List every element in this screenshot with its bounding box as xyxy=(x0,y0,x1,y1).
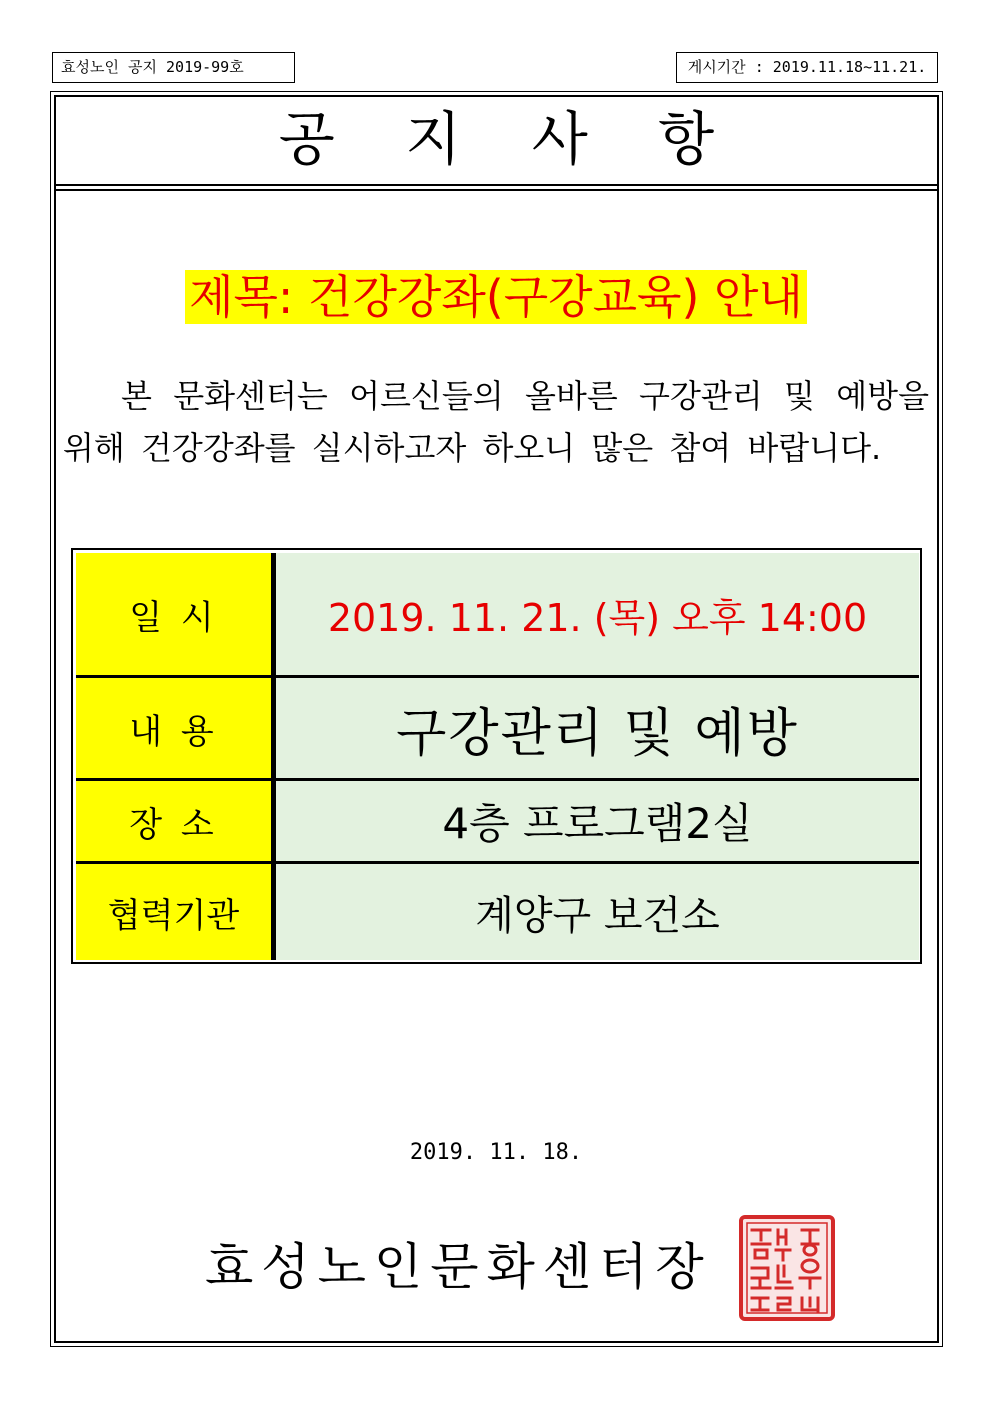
datetime-label: 일 시 xyxy=(76,553,271,675)
signatory: 효성노인문화센터장 xyxy=(205,1238,712,1296)
title-divider-inner xyxy=(54,189,939,191)
content-label: 내 용 xyxy=(76,678,271,778)
subject-text: 제목: 건강강좌(구강교육) 안내 xyxy=(185,270,807,324)
content-value: 구강관리 및 예방 xyxy=(276,678,919,778)
notice-number: 효성노인 공지 2019-99호 xyxy=(52,52,295,83)
table-row-location xyxy=(76,781,919,861)
table-row-partner xyxy=(76,864,919,960)
official-seal xyxy=(738,1214,836,1322)
info-table xyxy=(71,548,922,964)
footer-date: 2019. 11. 18. xyxy=(409,1140,583,1165)
posting-period: 게시기간 : 2019.11.18~11.21. xyxy=(676,52,938,83)
location-label: 장 소 xyxy=(76,781,271,861)
location-value: 4층 프로그램2실 xyxy=(276,781,919,861)
partner-value: 계양구 보건소 xyxy=(276,864,919,960)
partner-label: 협력기관 xyxy=(76,864,271,960)
intro-paragraph: 본 문화센터는 어르신들의 올바른 구강관리 및 예방을 위해 건강강좌를 실시하고자 하오니 많은 참여 바랍니다. xyxy=(63,377,929,467)
table-row-datetime xyxy=(76,553,919,675)
page-title: 공 지 사 항 xyxy=(278,105,741,173)
datetime-value: 2019. 11. 21. (목) 오후 14:00 xyxy=(276,553,919,675)
subject-heading xyxy=(0,266,992,328)
table-row-content xyxy=(76,678,919,778)
